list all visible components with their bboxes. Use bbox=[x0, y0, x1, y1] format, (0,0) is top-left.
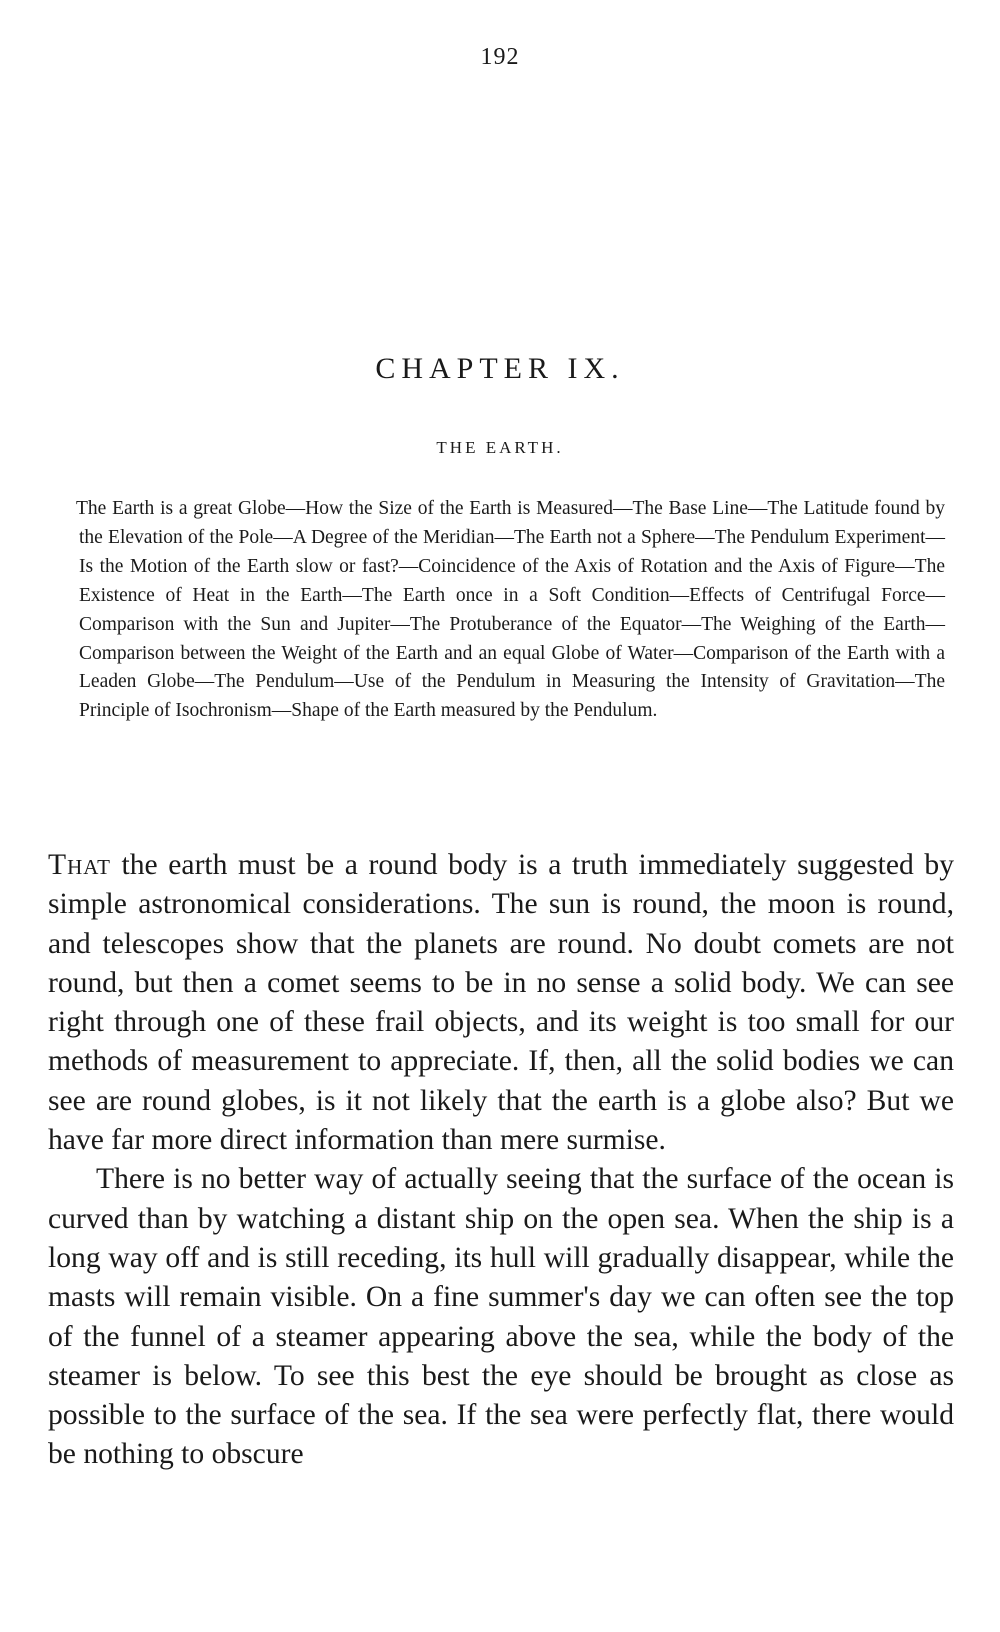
paragraph-1 bbox=[48, 846, 954, 1160]
paragraph-1-lead: That bbox=[48, 849, 111, 881]
chapter-subtitle: THE EARTH. bbox=[436, 438, 564, 457]
chapter-synopsis: The Earth is a great Globe—How the Size of the Earth is Measured—The Base Line—The Latitude found by the Elevation of the Pole—A Degree of the Meridian—The Earth not a Sphere—The Pendulum Experiment—Is the Motion of the Earth slow or fast?—Coincidence of the Axis of Rotation and the Axis of Figure—The Existence of Heat in the Earth—The Earth once in a Soft Condition—Effects of Centrifugal Force—Comparison with the Sun and Jupiter—The Protuberance of the Equator—The Weighing of the Earth—Comparison between the Weight of the Earth and an equal Globe of Water—Comparison of the Earth with a Leaden Globe—The Pendulum—Use of the Pendulum in Measuring the Intensity of Gravitation—The Principle of Isochronism—Shape of the Earth measured by the Pendulum. bbox=[76, 498, 945, 722]
paragraph-1-text: the earth must be a round body is a truth immediately suggested by simple astronomical considerations. The sun is round, the moon is round, and telescopes show that the planets are round. No doubt comets are not round, but then a comet seems to be in no sense a solid body. We can see right through one of these frail objects, and its weight is too small for our methods of measurement to appreciate. If, then, all the solid bodies we can see are round globes, is it not likely that the earth is a globe also? But we have far more direct information than mere surmise. bbox=[48, 849, 954, 1157]
body-text bbox=[48, 846, 954, 1475]
page-number: 192 bbox=[480, 44, 520, 70]
chapter-title: CHAPTER IX. bbox=[375, 352, 625, 385]
paragraph-2: There is no better way of actually seeing that the surface of the ocean is curved than by watching a distant ship on the open sea. When the ship is a long way off and is still receding, its hull will gradually disappear, while the masts will remain visible. On a fine summer's day we can often see the top of the funnel of a steamer appearing above the sea, while the body of the steamer is below. To see this best the eye should be brought as close as possible to the surface of the sea. If the sea were perfectly flat, there would be nothing to obscure bbox=[48, 1163, 954, 1471]
